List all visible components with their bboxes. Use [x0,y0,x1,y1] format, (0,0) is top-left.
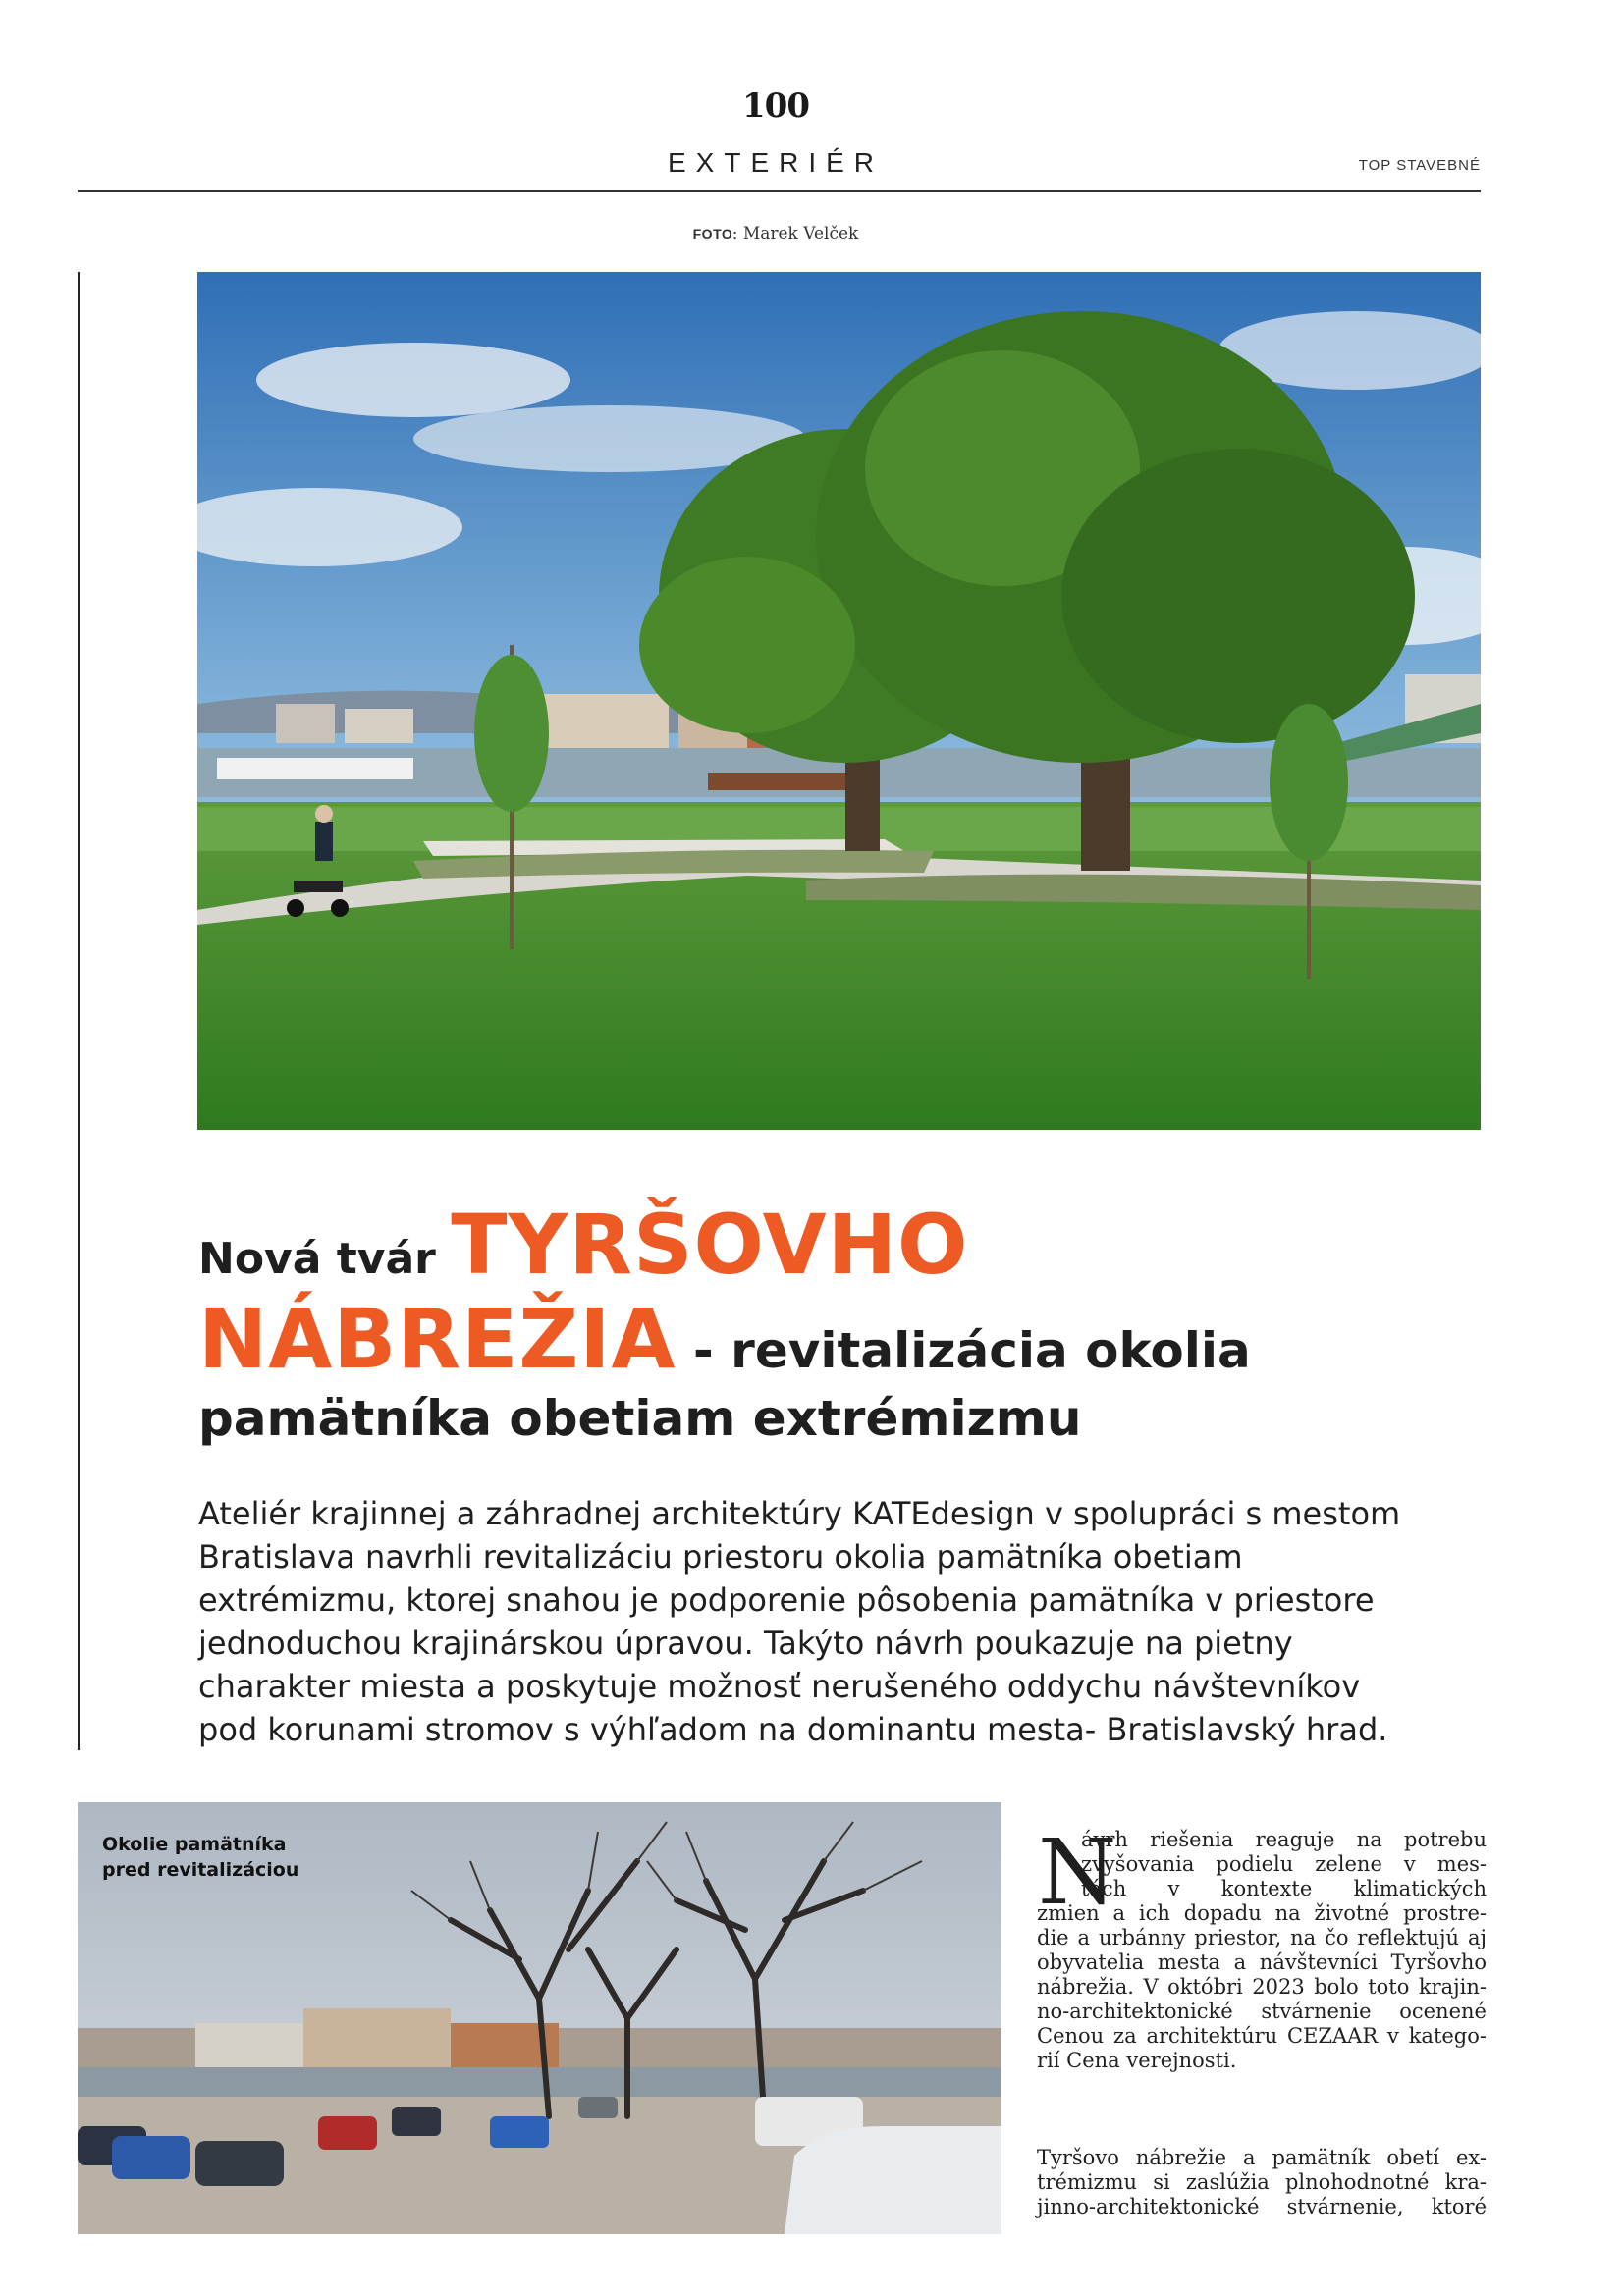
park-landscape-illustration [197,272,1481,1130]
body-paragraph-1 [1037,1820,1487,2073]
photo-credit-label: FOTO: [692,226,738,241]
magazine-brand: TOP STAVEBNÉ [1358,157,1481,174]
caption-line-1: Okolie pamätníka [102,1834,287,1855]
article-lead [198,1492,1494,1751]
lead-line: extrémizmu, ktorej snahou je podporenie pôsobenia pamätníka v priestore [198,1581,1375,1619]
headline-subtitle: - revitalizácia okolia [693,1322,1251,1379]
drop-cap: N [1038,1820,1117,1925]
body-line: trémizmu si zaslúžia plnohodnotné kra- [1037,2170,1487,2194]
headline-line-2 [198,1291,1475,1387]
article-headline [198,1196,1475,1453]
body-line: Cenou za architektúru CEZAAR v katego- [1037,2024,1487,2048]
lead-line: Bratislava navrhli revitalizáciu priestoru okolia pamätníka obetiam [198,1538,1243,1575]
body-line: rií Cena verejnosti. [1037,2049,1237,2072]
headline-highlight-2: NÁBREŽIA [198,1291,677,1387]
headline-lead: Nová tvár [198,1234,436,1284]
photo-credit [0,224,1551,243]
headline-line-1 [198,1196,1475,1294]
body-line: ávrh riešenia reaguje na potrebu [1081,1828,1487,1851]
body-line: jinno-architektonické stvárnenie, ktoré [1037,2195,1487,2218]
photo-credit-name: Marek Velček [742,224,859,243]
before-photo-caption [102,1832,298,1883]
main-photo [197,272,1481,1130]
left-margin-rule [78,272,80,1750]
page-number: 100 [742,86,809,126]
body-paragraph-2 [1037,2146,1487,2219]
body-line: obyvatelia mesta a návštevníci Tyršovho [1037,1950,1487,1974]
lead-line: Ateliér krajinnej a záhradnej architektúry KATEdesign v spolupráci s mestom [198,1495,1401,1532]
body-line: Tyršovo nábrežie a pamätník obetí ex- [1037,2146,1487,2169]
headline-line-3: pamätníka obetiam extrémizmu [198,1390,1082,1447]
headline-highlight-1: TYRŠOVHO [451,1197,969,1293]
body-line: zvyšovania podielu zelene v mes- [1081,1852,1487,1876]
body-line: die a urbánny priestor, na čo reflektujú aj [1037,1926,1487,1949]
lead-line: charakter miesta a poskytuje možnosť nerušeného oddychu návštevníkov [198,1668,1361,1705]
caption-line-2: pred revitalizáciou [102,1859,299,1881]
section-title: EXTERIÉR [667,147,885,178]
header-divider [78,190,1481,192]
body-line: nábrežia. V októbri 2023 bolo toto krajin- [1037,1975,1487,1999]
body-line: zmien a ich dopadu na životné prostre- [1037,1901,1487,1925]
body-line: no-architektonické stvárnenie ocenené [1037,2000,1487,2023]
body-line: tách v kontexte klimatických [1081,1877,1487,1900]
lead-line: jednoduchou krajinárskou úpravou. Takýto návrh poukazuje na pietny [198,1625,1293,1662]
lead-line: pod korunami stromov s výhľadom na dominantu mesta- Bratislavský hrad. [198,1711,1388,1748]
